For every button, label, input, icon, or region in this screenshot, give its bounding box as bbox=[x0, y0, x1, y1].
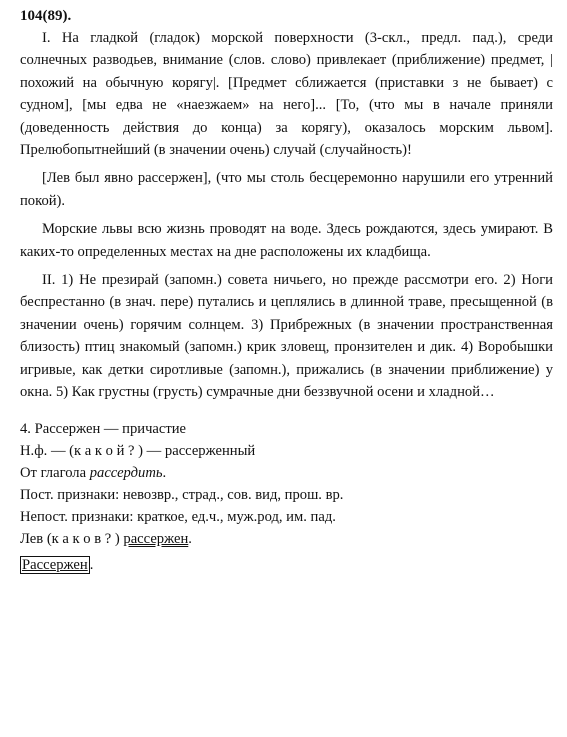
analysis-line-3-end: . bbox=[162, 464, 167, 481]
analysis-line-4: Пост. признаки: невозвр., страд., сов. вид, прош. вр. bbox=[20, 486, 344, 503]
analysis-line-6-text: Лев (к а к о в ? ) bbox=[20, 530, 124, 547]
analysis-line-2: Н.ф. — (к а к о й ? ) — рассерженный bbox=[20, 442, 256, 459]
analysis-line-6 bbox=[20, 528, 553, 550]
analysis-line-1: 4. Рассержен — причастие bbox=[20, 420, 187, 437]
analysis-line-3-text: От глагола bbox=[20, 464, 90, 481]
final-word-end: . bbox=[89, 556, 94, 573]
exercise-number: 104(89). bbox=[20, 8, 72, 24]
analysis-line-3 bbox=[20, 462, 553, 484]
analysis-verb: рассердить bbox=[89, 464, 163, 481]
analysis-line-6-end: . bbox=[188, 530, 192, 547]
analysis-line-5: Непост. признаки: краткое, ед.ч., муж.род, им. пад. bbox=[20, 508, 336, 525]
analysis-predicate: рассержен bbox=[123, 530, 189, 547]
morphological-analysis bbox=[20, 418, 553, 576]
analysis-final bbox=[20, 554, 553, 576]
paragraph-2: [Лев был явно рассержен], (что мы столь бесцеремонно нарушили его утренний покой). bbox=[20, 170, 553, 209]
paragraph-4: II. 1) Не презирай (запомн.) совета ничьего, но прежде рассмотри его. 2) Ноги беспрестанно (в знач. пере) путались и цеплялись в длинной траве, пресыщенной (в значении очень) горячим солнцем. 3) Прибрежных (в значении пространственная близость) птиц знакомый (запомн.) крик зловещ, пронзителен и дик. 4) Воробышки игривые, как детки сиротливые (запомн.), прижались (в значении приближение) у окна. 5) Как грустны (грусть) сумрачные дни беззвучной осени и хладной… bbox=[20, 272, 553, 401]
paragraph-3: Морские львы всю жизнь проводят на воде. Здесь рождаются, здесь умирают. В каких-то определенных местах на дне расположены их кладбища. bbox=[20, 221, 553, 260]
paragraph-1: I. На гладкой (гладок) морской поверхности (3-скл., предл. пад.), среди солнечных разводьев, внимание (слов. слово) привлекает (приближение) предмет, |похожий на обычную корягу|. [Предмет cближается (приставки з не бывает) с судном], [мы едва не «наезжаем» на него]... [То, (что мы в начале приняли (доведенность действия до конца) за корягу), оказалось морским львом]. Прелюбопытнейший (в значении очень) случай (случайность)! bbox=[20, 30, 553, 159]
final-word-box: Рассержен bbox=[22, 556, 88, 573]
